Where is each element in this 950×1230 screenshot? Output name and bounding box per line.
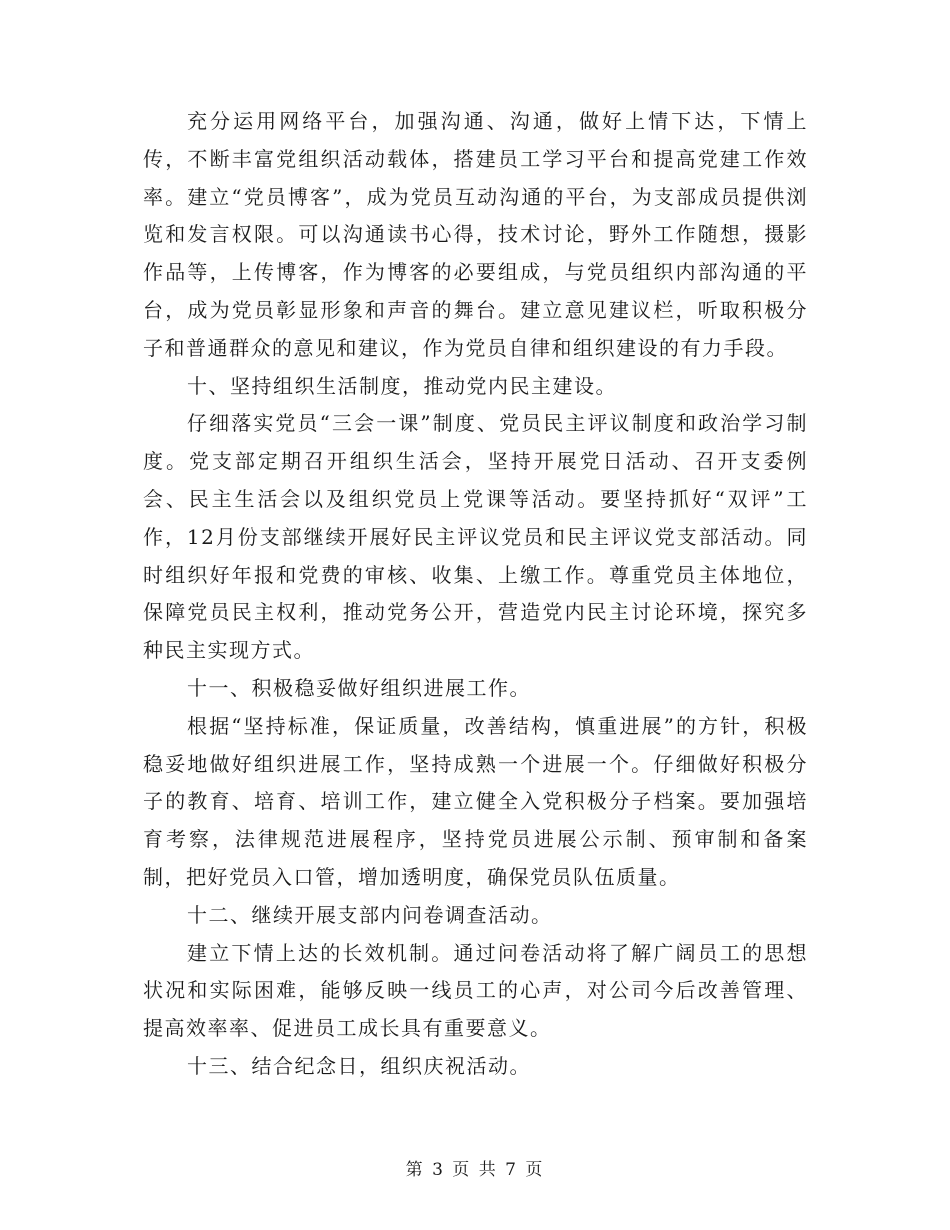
section-heading-10: 十、坚持组织生活制度，推动党内民主建设。 [187, 373, 617, 398]
section-heading-13: 十三、结合纪念日，组织庆祝活动。 [187, 1053, 531, 1078]
page-number-footer: 第 3 页 共 7 页 [405, 1160, 545, 1180]
paragraph-questionnaire: 建立下情上达的长效机制。通过问卷活动将了解广阔员工的思想状况和实际困难，能够反映一线员工的心声，对公司今后改善管理、提高效率率、促进员工成长具有重要意义。 [143, 940, 808, 1041]
section-heading-12: 十二、继续开展支部内问卷调查活动。 [187, 902, 553, 927]
paragraph-network-platform: 充分运用网络平台，加强沟通、沟通，做好上情下达，下情上传，不断丰富党组织活动载体，搭建员工学习平台和提高党建工作效率。建立“党员博客”，成为党员互动沟通的平台，为支部成员提供浏览和发言权限。可以沟通读书心得，技术讨论，野外工作随想，摄影作品等，上传博客，作为博客的必要组成，与党员组织内部沟通的平台，成为党员彰显形象和声音的舞台。建立意见建议栏，听取积极分子和普通群众的意见和建议，作为党员自律和组织建设的有力手段。 [143, 109, 808, 360]
section-heading-11: 十一、积极稳妥做好组织进展工作。 [187, 675, 531, 700]
document-body [143, 103, 808, 1086]
paragraph-organization-development: 根据“坚持标准，保证质量，改善结构，慎重进展”的方针，积极稳妥地做好组织进展工作，坚持成熟一个进展一个。仔细做好积极分子的教育、培育、培训工作，建立健全入党积极分子档案。要加强培育考察，法律规范进展程序，坚持党员进展公示制、预审制和备案制，把好党员入口管，增加透明度，确保党员队伍质量。 [143, 713, 808, 889]
paragraph-organization-life: 仔细落实党员“三会一课”制度、党员民主评议制度和政治学习制度。党支部定期召开组织生活会，坚持开展党日活动、召开支委例会、民主生活会以及组织党员上党课等活动。要坚持抓好“双评”工作，12月份支部继续开展好民主评议党员和民主评议党支部活动。同时组织好年报和党费的审核、收集、上缴工作。尊重党员主体地位，保障党员民主权利，推动党务公开，营造党内民主讨论环境，探究多种民主实现方式。 [143, 411, 808, 663]
